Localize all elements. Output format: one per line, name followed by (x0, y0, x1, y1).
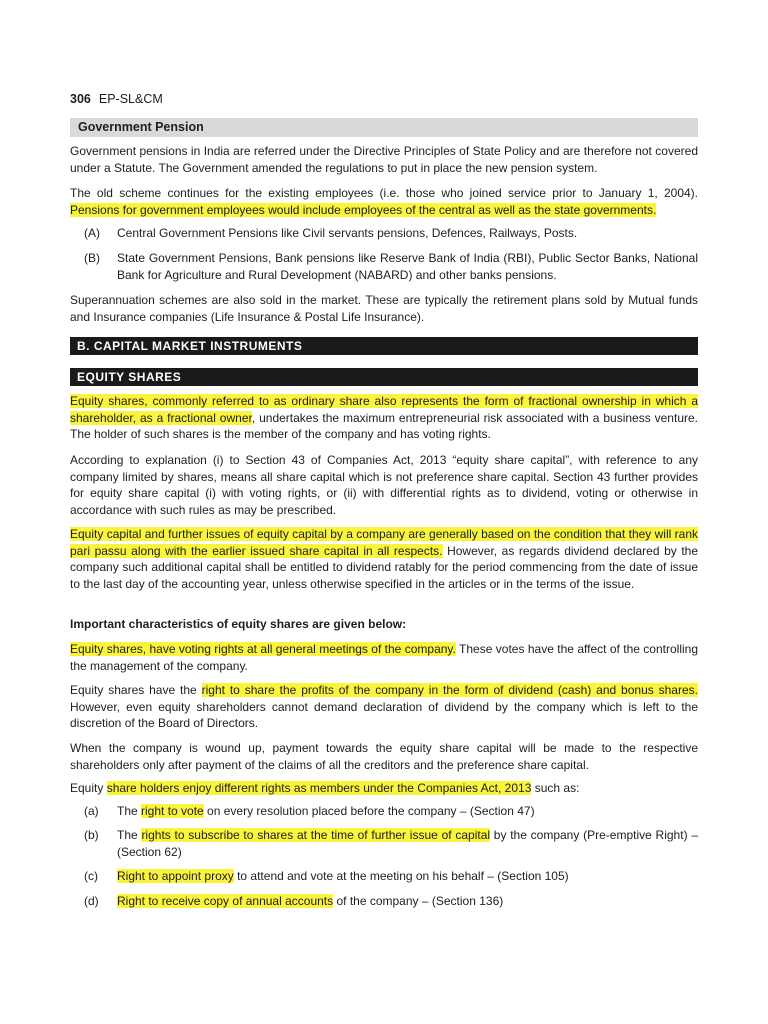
list-item-text (117, 868, 698, 885)
list-marker: (c) (84, 869, 98, 883)
text-span: The (117, 804, 142, 818)
list-marker: (a) (84, 804, 99, 818)
text-span: Equity (70, 781, 107, 795)
text-span: to attend and vote at the meeting on his behalf – (Section 105) (233, 869, 569, 883)
paragraph (70, 641, 698, 674)
list-item-text (117, 803, 698, 820)
highlighted-text: Equity shares, have voting rights at all general meetings of the company. (70, 642, 456, 656)
list-item-text (117, 893, 698, 910)
running-title: EP-SL&CM (98, 92, 163, 106)
paragraph (70, 185, 698, 218)
list-item (84, 803, 698, 820)
list-item (84, 893, 698, 910)
text-span: Equity shares have the (70, 683, 202, 697)
list-marker: (d) (84, 894, 99, 908)
text-span: These votes have the affect of the controlling the management of the company. (70, 642, 699, 673)
list-item-text: State Government Pensions, Bank pensions like Reserve Bank of India (RBI), Public Sector Banks, National Bank for Agriculture and Rural Development (NABARD) and other banks pensions. (117, 251, 698, 282)
highlighted-text: Equity capital and further issues of equity capital by a company are generally based on the condition that they will rank pari passu along with the earlier issued share capital in all respects. (70, 527, 698, 558)
paragraph: When the company is wound up, payment towards the equity share capital will be made to the respective shareholders only after payment of the claims of all the creditors and the preference share capital. (70, 741, 698, 772)
section-heading-government-pension: Government Pension (70, 118, 698, 137)
highlighted-text: share holders enjoy different rights as members under the Companies Act, 2013 (106, 781, 532, 795)
paragraph (70, 682, 698, 732)
text-span: The (117, 828, 142, 842)
page-header (70, 92, 698, 106)
highlighted-text: Equity shares, commonly referred to as ordinary share also represents the form of fractional ownership in which a shareholder, as a fractional owner (70, 394, 698, 425)
highlighted-text: rights to subscribe to shares at the time of further issue of capital (141, 828, 491, 842)
highlighted-text: right to vote (141, 804, 204, 818)
subheading-characteristics: Important characteristics of equity shares are given below: (70, 617, 407, 631)
paragraph (70, 393, 698, 443)
list-marker: (B) (84, 251, 100, 265)
list-item (84, 868, 698, 885)
section-heading-capital-market: B. CAPITAL MARKET INSTRUMENTS (70, 337, 698, 355)
text-span: by the company (Pre-emptive Right) – (Section 62) (117, 828, 698, 859)
highlighted-text: right to share the profits of the company in the form of dividend (cash) and bonus shares. (201, 683, 698, 697)
text-span: of the company – (Section 136) (333, 894, 504, 908)
text-span: The old scheme continues for the existing employees (i.e. those who joined service prior to January 1, 2004). (70, 186, 698, 200)
list-marker: (b) (84, 828, 99, 842)
paragraph: Superannuation schemes are also sold in the market. These are typically the retirement plans sold by Mutual funds and Insurance companies (Life Insurance & Postal Life Insurance). (70, 293, 698, 324)
paragraph: Government pensions in India are referred under the Directive Principles of State Policy and are therefore not covered under a Statute. The Government amended the regulations to put in place the new pension system. (70, 144, 698, 175)
paragraph (70, 526, 698, 592)
list-item (84, 225, 698, 242)
list-item (84, 250, 698, 283)
text-span: on every resolution placed before the company – (Section 47) (203, 804, 535, 818)
text-span: such as: (531, 781, 580, 795)
highlighted-text: Right to receive copy of annual accounts (117, 894, 334, 908)
list-marker: (A) (84, 226, 100, 240)
highlighted-text: Right to appoint proxy (117, 869, 234, 883)
paragraph: According to explanation (i) to Section 43 of Companies Act, 2013 “equity share capital”, with reference to any company limited by shares, means all share capital which is not preference share capital. Section 43 further provides for equity share capital (i) with voting rights, or (ii) with differential rights as to dividend, voting or otherwise in accordance with such rules as may be prescribed. (70, 453, 698, 517)
text-span: However, even equity shareholders cannot demand declaration of dividend by the company which is left to the discretion of the Board of Directors. (70, 699, 698, 730)
highlighted-text: Pensions for government employees would include employees of the central as well as the state governments. (70, 202, 657, 217)
section-heading-equity-shares: EQUITY SHARES (70, 368, 698, 386)
paragraph (70, 780, 698, 797)
page-number: 306 (70, 92, 91, 106)
text-span: However, as regards dividend declared by the company such additional capital shall be entitled to dividend ratably for the period commencing from the date of issue to the last day of the accounting year, unless otherwise specified in the articles or in the terms of the issue. (70, 543, 699, 591)
list-item-text: Central Government Pensions like Civil servants pensions, Defences, Railways, Posts. (117, 226, 578, 240)
list-item-text (117, 827, 698, 860)
list-item (84, 827, 698, 860)
text-span: , undertakes the maximum entrepreneurial risk associated with a business venture. The holder of such shares is the member of the company and has voting rights. (70, 410, 698, 441)
